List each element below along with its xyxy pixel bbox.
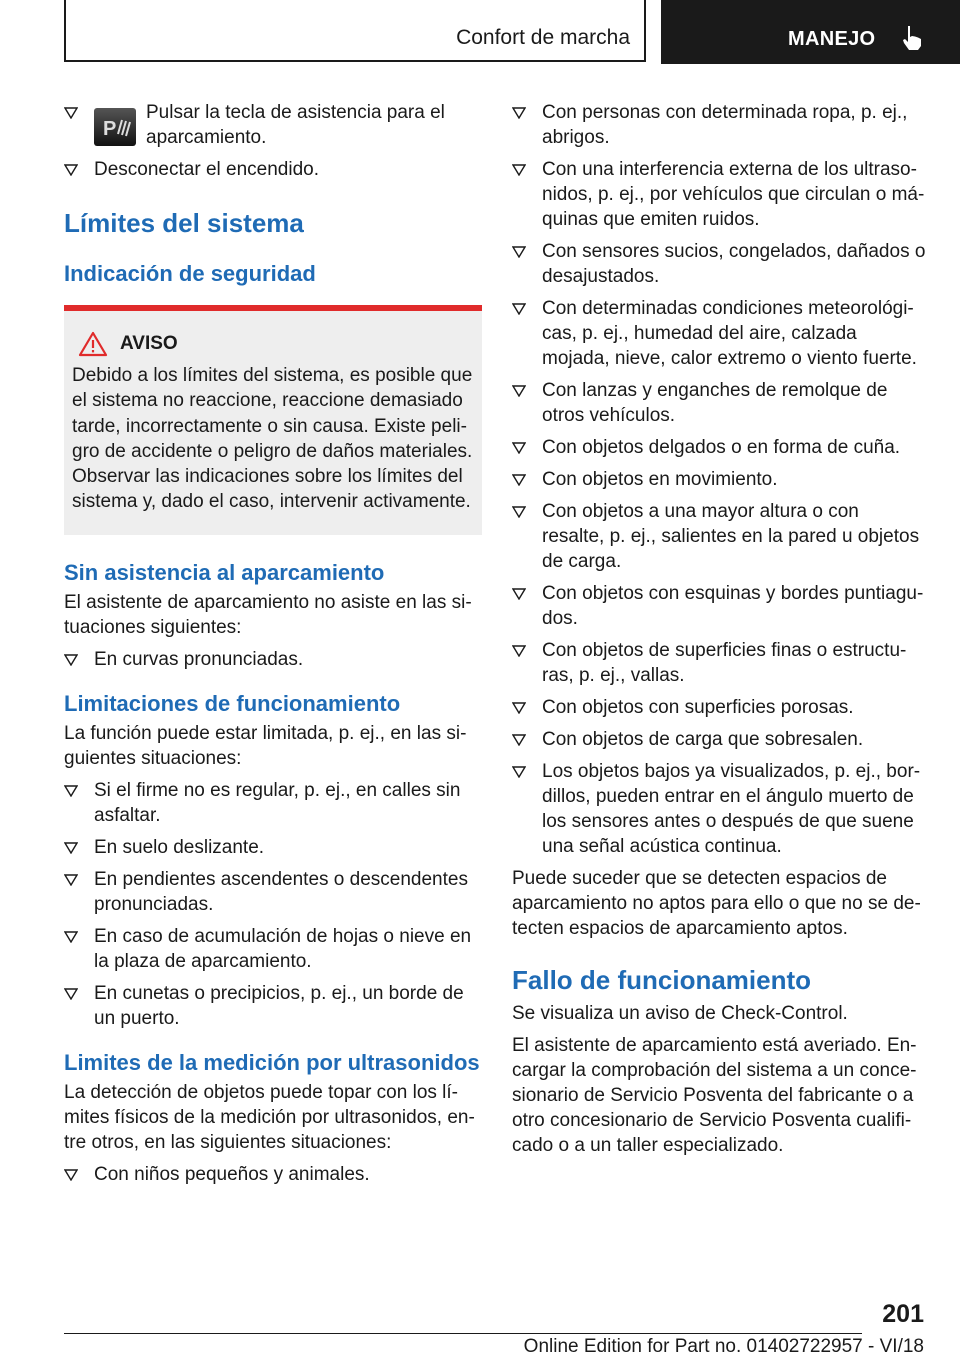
list-item: [512, 759, 926, 859]
triangle-bullet-icon: [64, 107, 78, 119]
heading-safety: Indicación de seguridad: [64, 261, 316, 286]
bullet-text: Con niños pequeños y animales.: [94, 1163, 370, 1185]
bullet-text: Desconectar el encendido.: [94, 159, 319, 180]
no-assist-list: [64, 647, 482, 672]
bullet-text: En suelo deslizante.: [94, 836, 265, 858]
bullet-text: Con personas con determinada ropa, p. ej., abrigos.: [542, 102, 908, 148]
triangle-bullet-icon: [64, 842, 78, 854]
list-item: [64, 647, 482, 672]
triangle-bullet-icon: [512, 442, 526, 454]
bullet-text: En caso de acumulación de hojas o nieve en la plaza de aparcamiento.: [94, 925, 472, 972]
bullet-text: Pulsar la tecla de asistencia para el aparcamiento.: [146, 102, 445, 148]
triangle-bullet-icon: [512, 385, 526, 397]
section-label: Confort de marcha: [456, 26, 630, 49]
triangle-bullet-icon: [64, 785, 78, 797]
list-item: [512, 435, 926, 460]
bullet-text: En curvas pronunciadas.: [94, 648, 304, 670]
bullet-text: Con objetos con superficies porosas.: [542, 697, 854, 718]
triangle-bullet-icon: [64, 988, 78, 1000]
left-column: [64, 100, 482, 1194]
list-item: [512, 239, 926, 289]
list-item: [512, 727, 926, 752]
triangle-bullet-icon: [512, 734, 526, 746]
heading-function-limits: Limitaciones de funcionamiento: [64, 690, 401, 716]
function-limits-list: [64, 778, 482, 1031]
warning-box: [64, 305, 482, 535]
triangle-bullet-icon: [512, 303, 526, 315]
paragraph: La función puede estar limitada, p. ej., en las si-guientes situaciones:: [64, 722, 467, 769]
list-item: [64, 835, 482, 860]
paragraph: El asistente de aparcamiento no asiste en las si-tuaciones siguientes:: [64, 591, 472, 638]
heading-malfunction: Fallo de funcionamiento: [512, 965, 812, 995]
heading-ultrasonic-limits: Limites de la medición por ultrasonidos: [64, 1049, 480, 1075]
paragraph: Se visualiza un aviso de Check-Control.: [512, 1003, 848, 1024]
triangle-bullet-icon: [64, 654, 78, 666]
bullet-text: En cunetas o precipicios, p. ej., un borde de un puerto.: [94, 982, 464, 1029]
parking-assistant-key-icon: [94, 108, 136, 146]
heading-system-limits: Límites del sistema: [64, 208, 304, 238]
warning-triangle-icon: [78, 331, 108, 357]
bullet-text: Con objetos de superficies finas o estructu-ras, p. ej., vallas.: [542, 640, 907, 686]
triangle-bullet-icon: [512, 702, 526, 714]
chapter-tab: [661, 0, 960, 64]
page-header: [64, 0, 960, 64]
triangle-bullet-icon: [512, 246, 526, 258]
bullet-text: En pendientes ascendentes o descendentes pronunciadas.: [94, 868, 468, 915]
list-item: [512, 499, 926, 574]
paragraph: El asistente de aparcamiento está averiado. En-cargar la comprobación del sistema a un conce-sionario de Servicio Posventa del fabricante o a otro concesionario de Servicio Posventa cualifi-cado o a un taller especializado.: [512, 1035, 917, 1156]
triangle-bullet-icon: [512, 474, 526, 486]
heading-no-assist: Sin asistencia al aparcamiento: [64, 559, 385, 585]
bullet-text: Con objetos con esquinas y bordes puntiagu-dos.: [542, 583, 924, 629]
warning-title: [72, 331, 474, 357]
list-item: [512, 467, 926, 492]
triangle-bullet-icon: [512, 766, 526, 778]
edition-note: Online Edition for Part no. 01402722957 - VI/18: [523, 1336, 924, 1357]
triangle-bullet-icon: [64, 874, 78, 886]
chapter-label: MANEJO: [788, 28, 876, 50]
list-item: [64, 981, 482, 1031]
bullet-text: Con lanzas y enganches de remolque de otros vehículos.: [542, 380, 888, 426]
list-item: [64, 867, 482, 917]
list-item: [64, 100, 482, 150]
triangle-bullet-icon: [64, 164, 78, 176]
bullet-text: Los objetos bajos ya visualizados, p. ej., bor-dillos, pueden entrar en el ángulo muerto de los sensores antes o después de que suene una señal acústica continua.: [542, 761, 921, 857]
triangle-bullet-icon: [64, 931, 78, 943]
triangle-bullet-icon: [512, 506, 526, 518]
list-item: [512, 638, 926, 688]
section-box: [64, 0, 646, 62]
bullet-text: Con objetos a una mayor altura o con resalte, p. ej., salientes en la pared u objetos de carga.: [542, 501, 920, 572]
list-item: [512, 100, 926, 150]
triangle-bullet-icon: [512, 164, 526, 176]
ultrasonic-list-left: [64, 1162, 482, 1187]
bullet-text: Con sensores sucios, congelados, dañados o desajustados.: [542, 241, 926, 287]
paragraph: La detección de objetos puede topar con los lí-mites físicos de la medición por ultrasonidos, en-tre otros, en las siguientes situaciones:: [64, 1081, 475, 1153]
triangle-bullet-icon: [512, 645, 526, 657]
bullet-text: Con una interferencia externa de los ultraso-nidos, p. ej., por vehículos que circulan o má-quinas que emiten ruidos.: [542, 159, 925, 230]
bullet-text: Si el firme no es regular, p. ej., en calles sin asfaltar.: [94, 779, 461, 826]
triangle-bullet-icon: [512, 588, 526, 600]
ultrasonic-list-right: [512, 100, 926, 859]
svg-text:P: P: [103, 118, 117, 140]
list-item: [64, 924, 482, 974]
footer-rule: [64, 1333, 862, 1334]
list-item: [64, 157, 482, 182]
bullet-text: Con determinadas condiciones meteorológi-cas, p. ej., humedad del aire, calzada mojada, nieve, calor extremo o viento fuerte.: [542, 298, 917, 369]
list-item: [512, 157, 926, 232]
list-item: [64, 778, 482, 828]
bullet-text: Con objetos delgados o en forma de cuña.: [542, 437, 901, 458]
bullet-text: Con objetos de carga que sobresalen.: [542, 729, 864, 750]
triangle-bullet-icon: [512, 107, 526, 119]
hand-pointing-icon: [899, 24, 925, 52]
paragraph: Puede suceder que se detecten espacios de aparcamiento no aptos para ello o que no se de-tecten espacios de aparcamiento aptos.: [512, 868, 921, 939]
list-item: [64, 1162, 482, 1187]
right-column: [512, 100, 926, 1165]
bullet-text: Con objetos en movimiento.: [542, 469, 778, 490]
page-number: 201: [882, 1300, 924, 1328]
list-item: [512, 695, 926, 720]
warning-text: Debido a los límites del sistema, es posible que el sistema no reaccione, reaccione demasiado tarde, incorrectamente o sin causa. Existe peli-gro de accidente o peligro de daños materiales. Observar las indicaciones sobre los límites del sistema y, dado el caso, intervenir activamente.: [72, 365, 473, 513]
list-item: [512, 296, 926, 371]
warning-title-text: AVISO: [120, 333, 178, 354]
list-item: [512, 581, 926, 631]
triangle-bullet-icon: [64, 1169, 78, 1181]
list-item: [512, 378, 926, 428]
